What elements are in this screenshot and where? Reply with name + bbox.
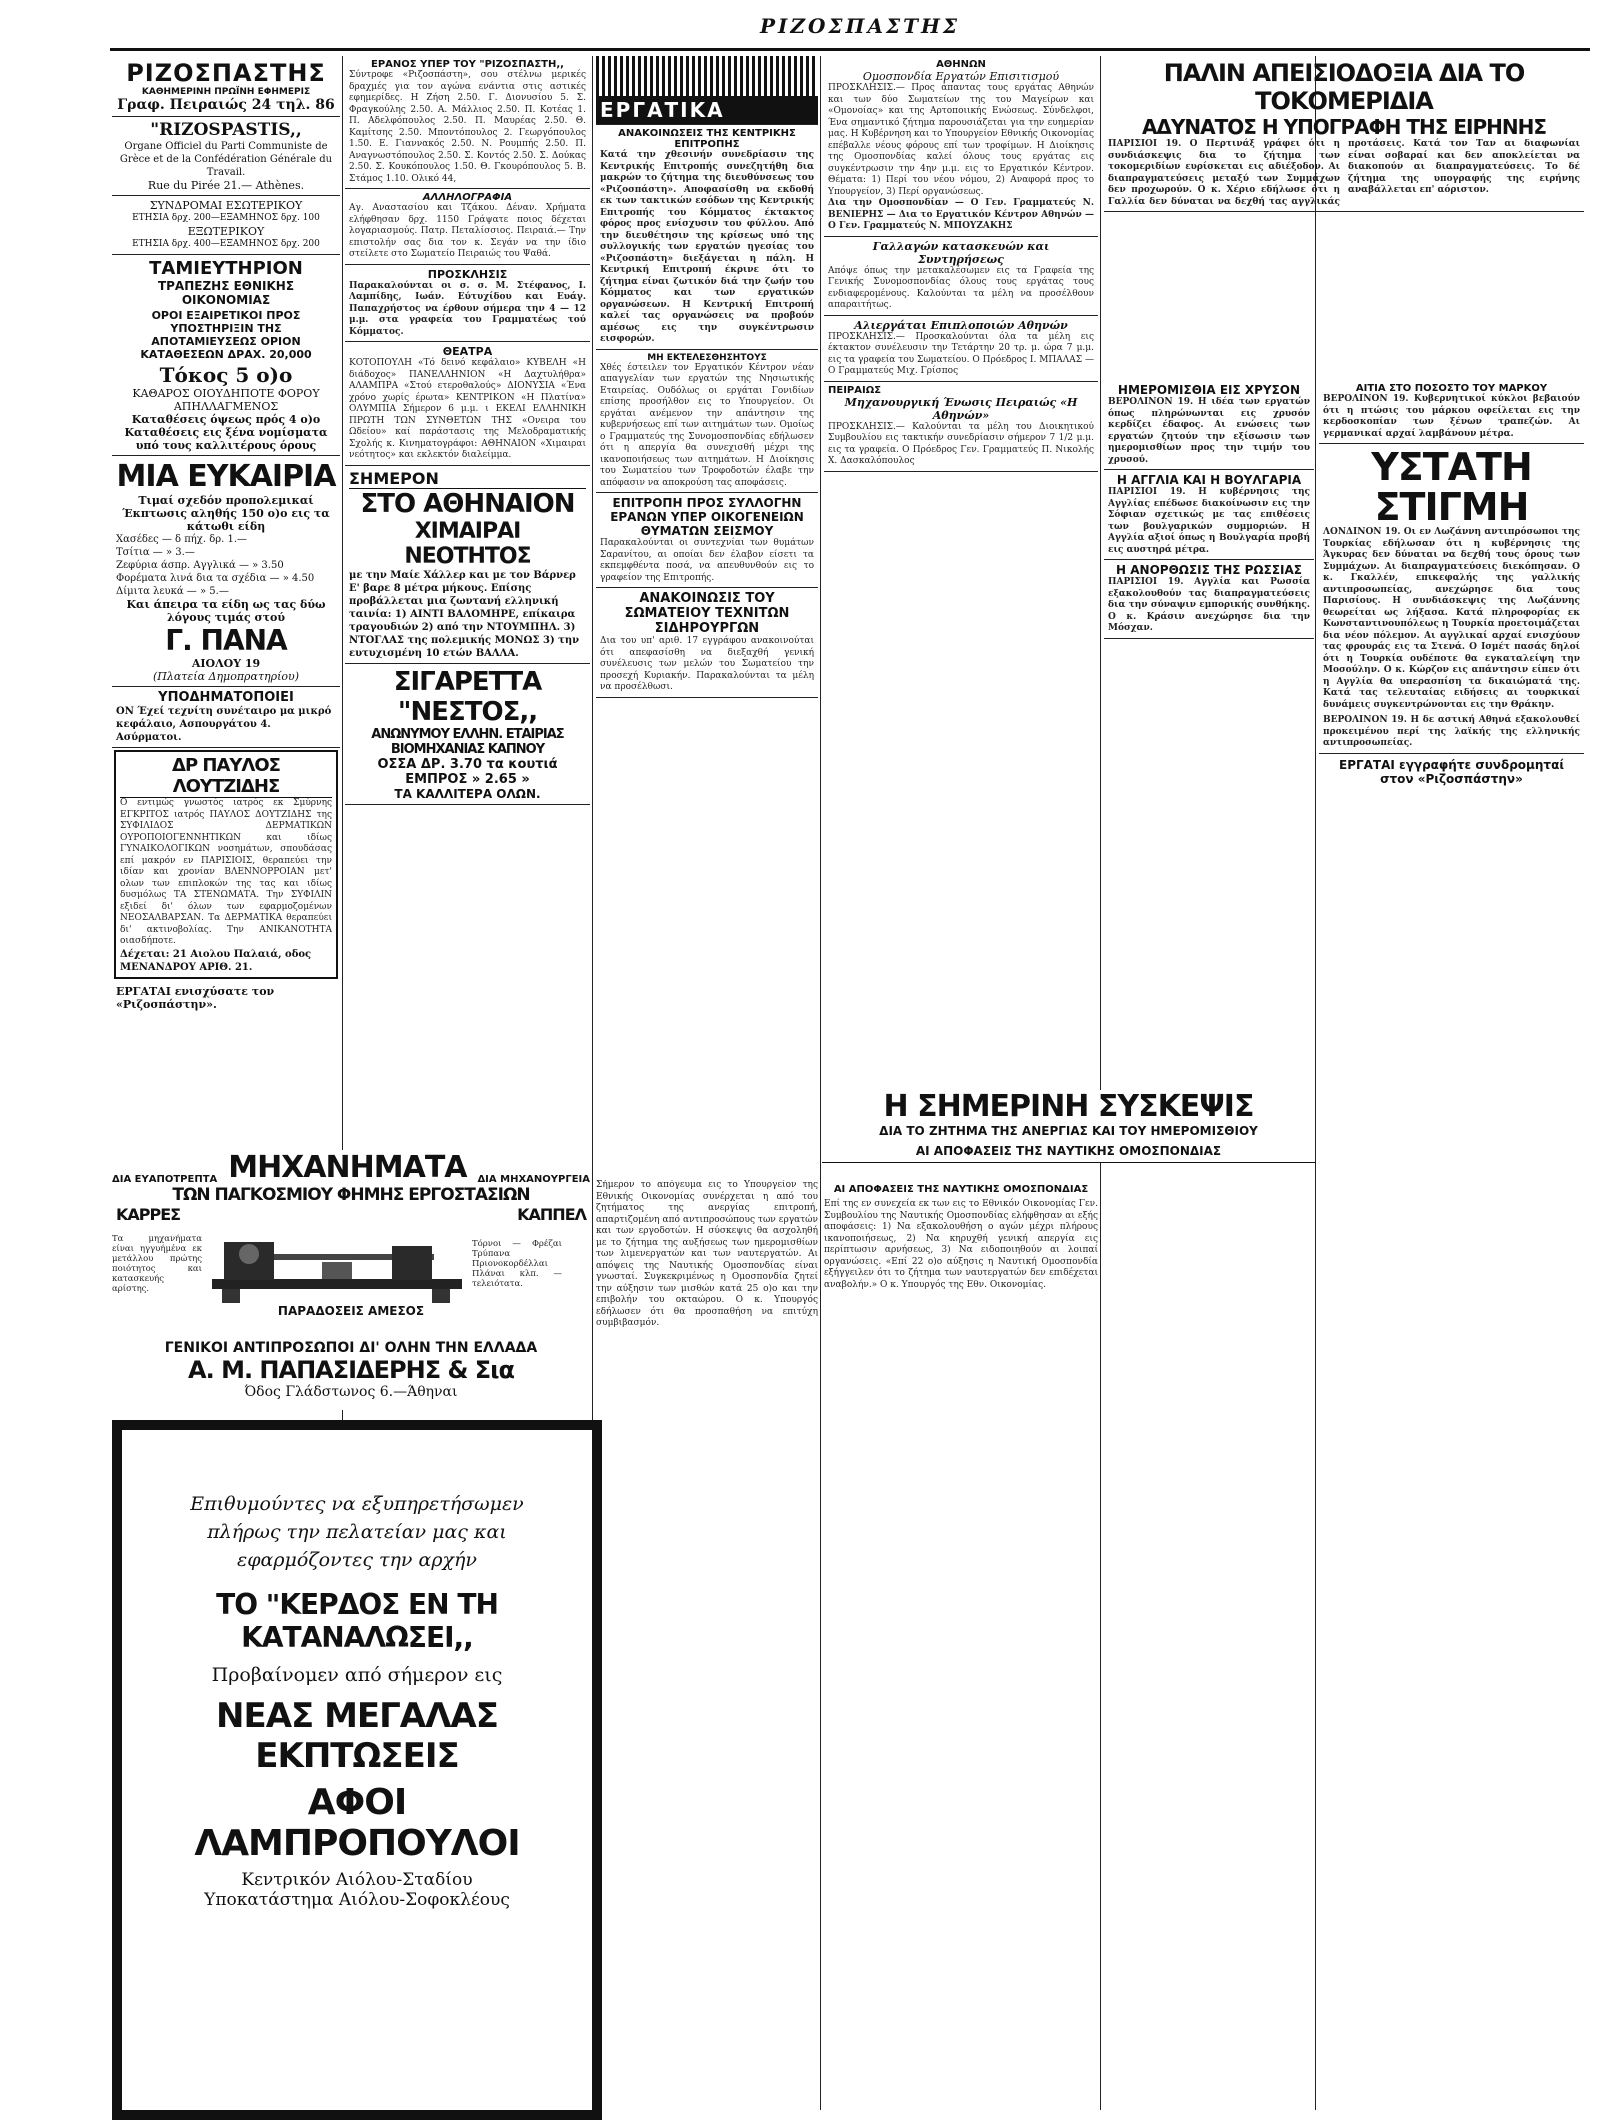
bank-title: ΤΑΜΙΕΥΤΗΡΙΟΝ: [149, 258, 303, 279]
column-rule: [820, 56, 821, 2110]
offer-items: [116, 533, 336, 598]
strike-news: [596, 350, 818, 494]
fund-title: ΕΡΑΝΟΣ ΥΠΕΡ ΤΟΥ "ΡΙΖΟΣΠΑΣΤΗ,,: [371, 59, 564, 70]
last-minute-title: ΥΣΤΑΤΗ ΣΤΙΓΜΗ: [1371, 445, 1532, 529]
gold-wages-title: ΗΜΕΡΟΜΙΣΘΙΑ ΕΙΣ ΧΡΥΣΟΝ: [1117, 383, 1301, 397]
invitation-title: ΠΡΟΣΚΛΗΣΙΣ: [427, 267, 508, 281]
store-intro: Επιθυμούντες να εξυπηρετήσωμεν πλήρως την πελατείαν μας και εφαρμόζοντες την αρχήν: [190, 1493, 524, 1571]
shoemaker-text: ΟΝ Έχεί τεχνίτη συνέταιρο μα μικρό κεφάλαιο, Ασπουργάτου 4. Ασύρματοι.: [116, 706, 332, 743]
last-minute-story: [1319, 444, 1584, 754]
meeting-subtitle: ΔΙΑ ΤΟ ΖΗΤΗΜΑ ΤΗΣ ΑΝΕΡΓΙΑΣ ΚΑΙ ΤΟΥ ΗΜΕΡΟΜΙΣΘΙΟΥ: [879, 1124, 1258, 1138]
doctor-title: ΔΡ ΠΑΥΛΟΣ ΛΟΥΤΖΙΔΗΣ: [120, 755, 332, 798]
workers-section-title: ΕΡΓΑΤΙΚΑ: [596, 96, 818, 124]
offer-address-2: (Πλατεία Δημοπρατηρίου): [153, 670, 299, 683]
central-committee-title: ΑΝΑΚΟΙΝΩΣΕΙΣ ΤΗΣ ΚΕΝΤΡΙΚΗΣ ΕΠΙΤΡΟΠΗΣ: [618, 128, 796, 150]
mail-section: [345, 189, 590, 265]
piraeus-notices: [824, 382, 1098, 472]
meeting-body-right: [824, 1180, 1098, 2110]
invitation-section: [345, 265, 590, 343]
furniture-title: Αλιεργάται Επιπλοποιών Αθηνών: [854, 318, 1068, 332]
metalworkers-title: ΑΝΑΚΟΙΝΩΣΙΣ ΤΟΥ ΣΩΜΑΤΕΙΟΥ ΤΕΧΝΙΤΩΝ ΣΙΔΗΡΟΥΡΓΩΝ: [624, 591, 790, 636]
piraeus-title: ΠΕΙΡΑΙΩΣ: [828, 384, 882, 396]
lead-headline: ΠΑΛΙΝ ΑΠΕΙΣΙΟΔΟΞΙΑ ΔΙΑ ΤΟ ΤΟΚΟΜΕΡΙΔΙΑ: [1163, 59, 1525, 115]
naval-title: ΑΙ ΑΠΟΦΑΣΕΙΣ ΤΗΣ ΝΑΥΤΙΚΗΣ ΟΜΟΣΠΟΝΔΙΑΣ: [833, 1184, 1089, 1195]
page-header: [110, 10, 1590, 56]
workers-section-header: [596, 56, 818, 125]
workers-note: ΕΡΓΑΤΑΙ ενισχύσατε τον «Ριζοσπάστην».: [116, 984, 275, 1011]
doctor-ad: [114, 750, 338, 979]
paper-title: ΡΙΖΟΣΠΑΣΤΗΣ: [126, 59, 326, 87]
paper-info: [112, 56, 340, 117]
england-bulgaria-story: [1104, 470, 1314, 560]
lead-text: ΠΑΡΙΣΙΟΙ 19. Ο Περτινάξ γράφει ότι η συνδιάσκεψις δια το ζήτημα των τοκομεριδίων ευρίσκεται εις αδιέξοδον. Αι διαπραγματεύσεις μεταξύ των Συμμάχων δεν προχωρούν. Ο κ. Χέριο εδήλωσε ότι η Γαλλία δεν δύναται να δεχθή τας αγγλικάς προτάσεις. Κατά τον Ταν αι διαφωνίαι είναι σοβαραί και δεν αποκλείεται να διακοπούν αι διαπραγματεύσεις. Το δέ ζήτημα της υπογραφής της ειρήνης αναβάλλεται επ' αόριστον.: [1108, 139, 1580, 207]
gold-wages-text: ΒΕΡΟΛΙΝΟΝ 19. Η ιδέα των εργατών όπως πληρώνωνται εις χρυσόν κερδίζει έδαφος. Αι ενώσεις των εργατών ζητούν την εξίσωσιν των ημερομισθίων προς την τιμήν του χρυσού.: [1108, 397, 1310, 465]
cigarette-title: ΣΙΓΑΡΕΤΤΑ "ΝΕΣΤΟΣ,,: [393, 666, 542, 727]
machinery-label-left: ΔΙΑ ΕΥΑΠΟΤΡΕΠΤΑ: [112, 1174, 218, 1185]
invitation-text: Παρακαλούνται οι σ. σ. Μ. Στέφανος, Ι. Λαμπίδης, Ιωάν. Εύτυχίδου και Ευάγ. Παπαχρήστος να έρθουν σήμερα την 4 — 12 μ.μ. στα γραφεία του Γραμματέως τού Κόμματος.: [349, 280, 586, 337]
offer-item: Δίμιτα λευκά — » 5.—: [116, 586, 229, 597]
shoemaker-ad: [112, 687, 340, 748]
column-4: [824, 56, 1098, 1086]
offer-line-3: Και άπειρα τα είδη ως τας δύω λόγους τιμάς στού: [126, 598, 326, 624]
cigarette-slogan: ΤΑ ΚΑΛΛΙΤΕΡΑ ΟΛΩΝ.: [394, 786, 541, 801]
machinery-ad: [112, 1150, 590, 1341]
berlin-text: ΒΕΡΟΛΙΝΟΝ 19. Η δε αστική Αθηνά εξακολουθεί προκειμένου περί της λαϊκής της ελληνικής αντιπροσωπείας.: [1323, 715, 1580, 748]
strike-title: ΜΗ ΕΚΤΕΛΕΣΘΗΣΗΤΟΥΣ: [647, 352, 767, 363]
store-sub-branch: Υποκατάστημα Αιόλου-Σοφοκλέους: [204, 1890, 510, 1910]
fund-text: Σύντροφε «Ριζοσπάστη», σου στέλνω μερικές δραχμές για τον αγώνα ενάντια στις αστικές εφημερίδες. Η Ζήση 2.50. Γ. Διονυσίου 5. Σ. Φραγκούλης 2.50. Α. Μάλλιος 2.50. Π. Κοτέας 1. Π. Αδελφόπουλος 2.50. Π. Μαυρέας 2.50. Θ. Καμίτσης 2.50. Μποντόπουλος 2. Γεωργόπουλος 1.50. Ε. Γιαννακός 2.50. Ν. Ρουμπής 2.50. Π. Αναγνωστόπουλος 2.50. Σ. Κοντός 2.50. Σ. Δούκας 2.50. Σ. Κουκόπουλος 1.50. Θ. Γκουρόπουλος 5. Β. Στάμος 1.10. Ολικό 44,: [349, 70, 586, 184]
mark-text: ΒΕΡΟΛΙΝΟΝ 19. Κυβερνητικοί κύκλοι βεβαιούν ότι η πτώσις του μάρκου οφείλεται εις την κερδοσκοπίαν των ξένων τραπεζών. Αι γερμανικαί αρχαί λαμβάνουν μέτρα.: [1323, 394, 1580, 439]
russia-story: [1104, 560, 1314, 639]
piraeus-subtitle: Μηχανουργική Ένωσις Πειραιώς «Η Αθηνών»: [844, 395, 1078, 422]
bank-tax-note: ΚΑΘΑΡΟΣ ΟΙΟΥΔΗΠΟΤΕ ΦΟΡΟΥ ΑΠΗΛΛΑΓΜΕΝΟΣ: [132, 387, 320, 413]
doctor-text: Ο εντιμώς γνωστός ιατρός εκ Σμύρνης ΕΓΚΡΙΤΟΣ ιατρός ΠΑΥΛΟΣ ΔΟΥΤΖΙΔΗΣ της ΣΥΦΙΛΙΔΟΣ ΔΕΡΜΑΤΙΚΩΝ ΟΥΡΟΠΟΙΟΓΕΝΝΗΤΙΚΩΝ και ιδίως ΓΥΝΑΙΚΟΛΟΓΙΚΩΝ νοσημάτων, σπουδάσας επί μακρόν εν ΠΑΡΙΣΙΟΙΣ, θεραπεύει την ιδίαν και χρονίαν ΒΛΕΝΝΟΡΡΟΙΑΝ μετ' ολων των επιπλοκών της τας και ιδίως δυσμόλως ΤΑ ΣΤΕΝΩΜΑΤΑ. Την ΣΥΦΙΛΙΝ εξιδεί δι' όλων των εφαρμοζομένων ΝΕΟΣΑΛΒΑΡΣΑΝ. Τα ΔΕΡΜΑΤΙΚΑ θεραπεύει δι' ακτινοβολίας. Την ΑΝΙΚΑΝΟΤΗΤΑ οιασδήποτε.: [120, 798, 332, 946]
central-committee-text: Κατά την χθεσινήν συνεδρίασιν της Κεντρικής Επιτροπής συνεζητήθη δια μακρών το ζήτημα της διευθύνσεως του «Ριζοσπάστη». Αποφασίσθη να εκδοθή εκ των τακτικών εσόδων της Κεντρικής Επιτροπής του Κόμματος έκτακτος φόρος προς ενίσχυσιν του φύλλου. Από την διευθέτησιν της κρίσεως υπό της συλλογικής των εργατών ηγεσίας του «Ριζοσπάστη» διεξάγεται η πάλη. Η Κεντρική Επιτροπή έκρινε ότι το ζήτημα είναι ζωτικόν διά την ζωήν του Κόμματος και των εργατικών οργανώσεων. Η Κεντρική Επιτροπή καλεί τας οργανώσεις να προβούν αμέσως εις την συγκέντρωσιν εισφορών.: [600, 150, 814, 344]
russia-title: Η ΑΝΟΡΘΩΣΙΣ ΤΗΣ ΡΩΣΣΙΑΣ: [1116, 563, 1302, 577]
offer-item: Φορέματα λινά δια τα σχέδια — » 4.50: [116, 573, 315, 584]
column-2: [345, 56, 590, 1056]
england-bulgaria-title: Η ΑΓΓΛΙΑ ΚΑΙ Η ΒΟΥΛΓΑΡΙΑ: [1116, 473, 1302, 487]
news-column-right: [1319, 380, 1584, 2110]
athens-text: ΠΡΟΣΚΛΗΣΙΣ.— Προς άπαντας τους εργάτας Αθηνών και των δύο Σωματείων της του Μαγείρων και «Ομονοίας» και της Αρτοποιικής Ενώσεως. Σύνδελφοι, Ένα σημαντικό ζήτημα παρουσιάζεται για την ευημερίαν μας. Η Κυβέρνηση και το Υπουργείον Εθνικής Οικονομίας επέβαλλε νέους φόρους επί των τροφίμων. Η Διοίκησις της Ομοσπονδίας καλεί όλους τους εργάτας εις συγκέντρωσιν την 4ην μ.μ. εις το Εργατικόν Κέντρον. Θέματα: 1) Περί του νέου νόμου, 2) Αναφορά προς το Υπουργείον, 3) Περί οργανώσεως.: [828, 83, 1094, 197]
store-name: ΑΦΟΙ ΛΑΜΠΡΟΠΟΥΛΟΙ: [194, 1782, 520, 1864]
bank-interest: Τόκος 5 ο)ο: [159, 363, 293, 387]
naval-text: Επί της εν συνεχεία εκ των εις το Εθνικόν Οικονομίας Γεν. Συμβουλίου της Ναυτικής Ομοσπονδίας ελήφθησαν αι εξής αποφάσεις: 1) Να εξακολουθήση ο αγών μέχρι πλήρους ικανοποιήσεως, 2) Να κηρυχθή γενική απεργία εις περίπτωσιν αρνήσεως, 3) Να ειδοποιηθούν αι λοιπαί οργανώσεις. «Επί 22 ο)ο αύξησις η Ναυτική Ομοσπονδία εξήγγειλεν ότι το ζήτημα των ναυτεργατών δεν επιδέχεται αναβολήν.» Ο κ. Υπουργός της Εθν. Οικονομίας.: [824, 1199, 1098, 1290]
metalworkers-text: Δια του υπ' αριθ. 17 εγγράφου ανακοινούται ότι απεφασίσθη να διεξαχθή γενική συνέλευσις των μελών του Σωματείου την προσεχή Κυριακήν. Παρακαλούνται τα μέλη να προσέλθωσι.: [600, 636, 814, 692]
cinema-text: με την Μαίε Χάλλερ και με τον Βάρνερ Ε' βαρε 8 μέτρα μήκους. Επίσης προβάλλεται μια ζωντανή ελληνική ταινία: 1) ΑΙΝΤΙ ΒΑΛΟΜΗΡΕ, επίκαιρα τραγουδιών 2) από την ΝΤΟΥΜΠΗΛ. 3) ΝΤΟΓΛΑΣ της πολεμικής ΜΟΝΩΣ 3) την ευτυχισμένη 10 ετών ΒΑΛΛΑ.: [349, 569, 580, 659]
subscribe-note: ΕΡΓΑΤΑΙ εγγραφήτε συνδρομηταί στον «Ριζοσπάστην»: [1339, 757, 1564, 786]
bank-deposits: Καταθέσεις όψεως πρός 4 ο)ο Καταθέσεις εις ξένα νομίσματα υπό τους καλλιτέρους όρους: [124, 413, 328, 452]
subscriptions-title: ΣΥΝΔΡΟΜΑΙ ΕΣΩΤΕΡΙΚΟΥ: [149, 199, 303, 212]
athens-subtitle: Ομοσπονδία Εργατών Επισιτισμού: [862, 70, 1060, 83]
paper-subtitle: ΚΑΘΗΜΕΡΙΝΗ ΠΡΩΪΝΗ ΕΦΗΜΕΡΙΣ: [141, 87, 311, 97]
cigarette-ad: [345, 664, 590, 805]
today-title: ΣΗΜΕΡΟΝ: [349, 469, 586, 489]
machinery-label-right: ΔΙΑ ΜΗΧΑΝΟΥΡΓΕΙΑ: [477, 1174, 590, 1185]
athens-notices: [824, 56, 1098, 237]
column-rule: [1100, 56, 1101, 2110]
machinery-delivery: ΠΑΡΑΔΟΣΕΙΣ ΑΜΕΣΟΣ: [277, 1304, 425, 1318]
offer-line-1: Τιμαί σχεδόν προπολεμικαί: [138, 494, 314, 507]
offer-title: ΜΙΑ ΕΥΚΑΙΡΙΑ: [116, 459, 336, 494]
shoemaker-title: ΥΠΟΔΗΜΑΤΟΠΟΙΕΙ: [158, 690, 294, 705]
subscriptions: [112, 196, 340, 255]
piraeus-text: ΠΡΟΣΚΛΗΣΙΣ.— Καλούνται τα μέλη του Διοικητικού Συμβουλίου εις τακτικήν συνεδρίασιν σήμερον 7 1/2 μ.μ. εις τα γραφεία. Ο Πρόεδρος Γεν. Γραμματεύς Π. Νικολής Χ. Δασκαλόπουλος: [828, 421, 1094, 466]
offer-address: ΑΙΟΛΟΥ 19: [191, 657, 261, 670]
metalworkers-notice: [596, 588, 818, 698]
machinery-brand-left: ΚΑΡΡΕΣ: [116, 1205, 181, 1224]
latin-info: [112, 117, 340, 196]
doctor-address: Δέχεται: 21 Αιολου Παλαιά, οδος ΜΕΝΑΝΔΡΟΥ ΑΡΙΘ. 21.: [120, 948, 312, 973]
store-line: Προβαίνομεν από σήμερον εις: [211, 1664, 503, 1686]
mail-text: Αγ. Αναστασίου και Τζάκου. Δέναν. Χρήματα ελήφθησαν δρχ. 1150 Γράψατε ποιος δέχεται λογαριασμούς. Πατρ. Πεταλίσσιος. Πειραιά.— Την επιστολήν σας δια τον κ. Σεγάν να την ίδιο στείλετε στο Σωματείο Πειραιώς του Ψαθά.: [349, 203, 586, 259]
machinery-rep-title: ΓΕΝΙΚΟΙ ΑΝΤΙΠΡΟΣΩΠΟΙ ΔΙ' ΟΛΗΝ ΤΗΝ ΕΛΛΑΔΑ: [164, 1340, 538, 1356]
furniture-notice: [824, 316, 1098, 382]
subscriptions-domestic: ΕΤΗΣΙΑ δρχ. 200—ΕΞΑΜΗΝΟΣ δρχ. 100: [132, 213, 320, 223]
bank-name: ΤΡΑΠΕΖΗΣ ΕΘΝΙΚΗΣ ΟΙΚΟΝΟΜΙΑΣ: [157, 279, 295, 307]
machinery-brand-right: ΚΑΠΠΕΛ: [517, 1205, 586, 1224]
store-discounts: ΝΕΑΣ ΜΕΓΑΛΑΣ ΕΚΠΤΩΣΕΙΣ: [216, 1696, 498, 1776]
cinema-film: ΧΙΜΑΙΡΑΙ ΝΕΟΤΗΤΟΣ: [404, 518, 531, 569]
offer-item: Τσίτια — » 3.—: [116, 547, 195, 558]
offer-line-2: Έκπτωσις αληθής 150 ο)ο εις τα κάτωθι είδη: [122, 507, 330, 533]
mail-title: ΑΛΛΗΛΟΓΡΑΦΙΑ: [422, 192, 513, 203]
theatres-section: [345, 342, 590, 466]
subscriptions-foreign: ΕΤΗΣΙΑ δρχ. 400—ΕΞΑΜΗΝΟΣ δρχ. 200: [132, 239, 320, 249]
fund-section: [345, 56, 590, 189]
store-ad: [112, 1420, 602, 2120]
machinery-rep-name: Α. Μ. ΠΑΠΑΣΙΔΕΡΗΣ & Σια: [188, 1356, 514, 1384]
meeting-subtitle-2: ΑΙ ΑΠΟΦΑΣΕΙΣ ΤΗΣ ΝΑΥΤΙΚΗΣ ΟΜΟΣΠΟΝΔΙΑΣ: [822, 1144, 1315, 1163]
offer-item: Χασέδες — δ πήχ. δρ. 1.—: [116, 534, 248, 545]
offer-item: Ζεφύρια άσπρ. Αγγλικά — » 3.50: [116, 560, 284, 571]
latin-subtitle: Organe Officiel du Parti Communiste de Grèce et de la Confédération Générale du Travail.: [119, 141, 333, 178]
column-3: [596, 56, 818, 1166]
theatres-title: ΘΕΑΤΡΑ: [442, 345, 493, 358]
store-main-branch: Κεντρικόν Αιόλου-Σταδίου: [241, 1870, 473, 1890]
cinema-name: ΣΤΟ ΑΘΗΝΑΙΟΝ: [360, 488, 575, 519]
latin-address: Rue du Pirée 21.— Athènes.: [147, 179, 305, 192]
strike-text: Χθές έστειλεν τον Εργατικόν Κέντρον νέαν απαγγελίαν των εργατών της Νησιωτικής Εταιρείας. Ουδόλως οι εργάται Γονιδίων επίσης προσήλθον εις το Υπουργείον. Οι εργάται ανέμενον την απάντησιν της κυβερνήσεως επί των αιτημάτων των. Ομοίως ο Γραμματεύς της Συνομοσπονδίας εδήλωσεν ότι η απεργία θα συνεχισθή μέχρι της ικανοποιήσεως των αιτημάτων. Η Διοίκησις του Σωματείου των Τροφοδοτών έλαβε την απόφασιν να αποκρούση τας αποφάσεις.: [600, 362, 814, 488]
russia-text: ΠΑΡΙΣΙΟΙ 19. Αγγλία και Ρωσσία εξακολουθούν τας διαπραγματεύσεις δια την σύναψιν εμπορικής συνθήκης. Ο κ. Κράσιν ανεχώρησε δια την Μόσχαν.: [1108, 577, 1310, 633]
gold-wages-story: [1104, 380, 1314, 470]
tailors-title: Γαλλαγών κατασκευών και Συντηρήσεως: [872, 239, 1050, 266]
quake-fund-title: ΕΠΙΤΡΟΠΗ ΠΡΟΣ ΣΥΛΛΟΓΗΝ ΕΡΑΝΩΝ ΥΠΕΡ ΟΙΚΟΓΕΝΕΙΩΝ ΘΥΜΑΤΩΝ ΣΕΙΣΜΟΥ: [610, 496, 804, 538]
cigarette-price: ΟΣΣΑ ΔΡ. 3.70 τα κουτιά ΕΜΠΡΟΣ » 2.65 »: [377, 756, 558, 787]
machinery-desc-left: Τα μηχανήματα είναι ηγγυήμένα εκ μετάλλου πρώτης ποιότητος και κατασκευής αρίστης.: [112, 1234, 202, 1294]
theatres-text: ΚΟΤΟΠΟΥΛΗ «Τό δεινό κεφάλαιο» ΚΥΒΕΛΗ «Η διάδοχος» ΠΑΝΕΛΛΗΝΙΟΝ «Η Δαχτυλήθρα» ΑΛΑΜΠΡΑ «Στού ετεροθαλούς» ΔΙΟΝΥΣΙΑ «Ένα χρόνο χωρίς έρωτα» ΚΕΝΤΡΙΚΟΝ «Η Πλατίνα» ΟΛΥΜΠΙΑ Σήμερον 6 μ.μ. ι ΕΚΕΛΙ ΕΛΛΗΝΙΚΗ ΠΡΩΤΗ ΤΩΝ ΣΥΝΘΕΤΩΝ ΤΗΣ «Ονειρα του Ωδείου» καί παράστασις της Μελοδραματικής Σχολής κ. Κινηματογράφοι: ΑΘΗΝΑΙΟΝ «Χιμαιραι νεότητος» και εκλεκτόν διαλείμμα.: [349, 358, 586, 460]
masthead: ΡΙΖΟΣΠΑΣΤΗΣ: [760, 14, 961, 38]
bank-terms: ΟΡΟΙ ΕΞΑΙΡΕΤΙΚΟΙ ΠΡΟΣ ΥΠΟΣΤΗΡΙΞΙΝ ΤΗΣ ΑΠΟΤΑΜΙΕΥΣΕΩΣ ΟΡΙΟΝ ΚΑΤΑΘΕΣΕΩΝ ΔΡΑΧ. 20,000: [140, 309, 312, 361]
last-minute-text: ΛΟΝΔΙΝΟΝ 19. Οι εν Λωζάννη αντιπρόσωποι της Τουρκίας εδήλωσαν ότι η κυβέρνησις της Άγκυρας δεν δύναται να δεχθή τους όρους των Συμμάχων. Αι διαπραγματεύσεις διεκόπησαν. Ο κ. Γκαλλέν, επικεφαλής της γαλλικής αντιπροσωπείας, ανεχώρησε δια τους Παρισίους. Η συνδιάσκεψις της Λωζάννης θεωρείται ως λήξασα. Κατά πληροφορίας εκ Κωνσταντινουπόλεως η Τουρκία προετοιμάζεται δια νέον πόλεμον. Αι αγγλικαί αρχαί ενισχύουν τας φρουράς εις τα Στενά. Ο Ισμέτ πασάς δηλοί ότι η Τουρκία ουδέποτε θα εγκαταλείψη την Μοσούλην. Ο κ. Κώρζον εις απάντησιν είπεν ότι η Αγγλία θα υπερασπίση τα δικαιώματά της. Κατά τας τελευταίας ειδήσεις αι τουρκικαί δυνάμεις συγκεντρώνονται εις την Θράκην.: [1323, 527, 1580, 710]
meeting-body-left: [596, 1180, 818, 2110]
lead-story: [1104, 56, 1584, 212]
meeting-text: Σήμερον το απόγευμα εις το Υπουργείον της Εθνικής Οικονομίας συνέρχεται η από του ζητήματος της ανεργίας επιτροπή, απαρτιζομένη από αντιπροσώπους των εργατών και των εργοδοτών. Η σύσκεψις θα ασχοληθή με το ζήτημα της αυξήσεως των ημερομισθίων των λιμενεργατών και των ναυτεργατών. Αι απόψεις της Ναυτικής Ομοσπονδίας είναι γνωσταί. Συγκεκριμένως η Ομοσπονδία ζητεί την αύξησιν των μισθών κατά 25 ο)ο και την επιβολήν του οκταώρου. Ο κ. Υπουργός εδήλωσεν ότι θα προσπαθήση να επιτύχη συμβιβασμόν.: [596, 1180, 818, 1328]
tailors-text: Απόψε όπως την μετακαλέσωμεν εις τα Γραφεία της Γενικής Συνομοσπονδίας όλους τους εργάτας τους ενδιαφερομένους. Καλούνται τα μέλη να προσέλθουν απαραιτήτως.: [828, 265, 1094, 310]
factory-illustration: [596, 56, 818, 96]
central-committee-notice: [596, 125, 818, 350]
mark-story: [1319, 380, 1584, 444]
england-bulgaria-text: ΠΑΡΙΣΙΟΙ 19. Η κυβέρνησις της Αγγλίας επέδωσε διακοίνωσιν εις την Σόφιαν σχετικώς με τας επιθέσεις των βουλγαρικών συμμοριών. Η Αγγλία αξιοί όπως η Βουλγαρία προβή εις αυστηρά μέτρα.: [1108, 487, 1310, 555]
header-rule: [110, 48, 1590, 51]
cigarette-company: ΑΝΩΝΥΜΟΥ ΕΛΛΗΝ. ΕΤΑΙΡΙΑΣ ΒΙΟΜΗΧΑΝΙΑΣ ΚΑΠΝΟΥ: [371, 726, 564, 757]
quake-fund-text: Παρακαλούνται οι συντεχνίαι των θυμάτων Σαρανίτου, αι οποίαι δεν έλαβον είσετι τα εκπεμφθέντα ποσά, να απευθυνθούν εις το γραφείον της Επιτροπής.: [600, 538, 814, 583]
meeting-title: Η ΣΗΜΕΡΙΝΗ ΣΥΣΚΕΨΙΣ: [883, 1089, 1254, 1124]
athens-title: ΑΘΗΝΩΝ: [936, 59, 986, 70]
paper-address: Γραφ. Πειραιώς 24 τηλ. 86: [117, 97, 335, 113]
news-column-left: [1104, 380, 1314, 2080]
machinery-rep: [112, 1340, 590, 1410]
quake-fund: [596, 493, 818, 588]
subscriptions-foreign-label: ΕΞΩΤΕΡΙΚΟΥ: [187, 225, 265, 238]
bank-ad: [112, 255, 340, 456]
offer-ad: [112, 456, 340, 687]
lead-subheadline: ΑΔΥΝΑΤΟΣ Η ΥΠΟΓΡΑΦΗ ΤΗΣ ΕΙΡΗΝΗΣ: [1141, 115, 1547, 139]
store-motto: ΤΟ "ΚΕΡΔΟΣ ΕΝ ΤΗ ΚΑΤΑΝΑΛΩΣΕΙ,,: [216, 1588, 498, 1654]
lathe-illustration: [202, 1224, 472, 1304]
machinery-title: ΜΗΧΑΝΗΜΑΤΑ: [228, 1150, 467, 1185]
mark-title: ΑΙΤΙΑ ΣΤΟ ΠΟΣΟΣΤΟ ΤΟΥ ΜΑΡΚΟΥ: [1355, 383, 1548, 394]
furniture-text: ΠΡΟΣΚΛΗΣΙΣ.— Προσκαλούνται όλα τα μέλη εις έκτακτον συνέλευσιν την Τετάρτην 20 τρ. μ. ώρα 7 μ.μ. εις τα γραφεία του Σωματείου. Ο Πρόεδρος Ι. ΜΠΑΛΑΣ — Ο Γραμματεύς Μιχ. Γρίσπος: [828, 331, 1094, 376]
machinery-rep-address: Όδος Γλάδστωνος 6.—Άθηναι: [244, 1384, 458, 1400]
cinema-ad: [345, 466, 590, 664]
athens-signers: Δια την Ομοσπονδίαν — Ο Γεν. Γραμματεύς Ν. ΒΕΝΙΕΡΗΣ — Δια το Εργατικόν Κέντρον Αθηνών — Ο Γεν. Γραμματεύς Ν. ΜΠΟΥΖΑΚΗΣ: [828, 198, 1094, 231]
tailors-notice: [824, 237, 1098, 316]
offer-name: Γ. ΠΑΝΑ: [165, 624, 287, 657]
machinery-subtitle: ΤΩΝ ΠΑΓΚΟΣΜΙΟΥ ΦΗΜΗΣ ΕΡΓΟΣΤΑΣΙΩΝ: [172, 1185, 530, 1205]
latin-title: "RIZOSPASTIS,,: [150, 120, 302, 140]
machinery-desc-right: Τόρνοι — Φρέζαι Τρύπανα Πριονοκορδέλλαι Πλάναι κλπ. — τελειότατα.: [472, 1239, 562, 1289]
